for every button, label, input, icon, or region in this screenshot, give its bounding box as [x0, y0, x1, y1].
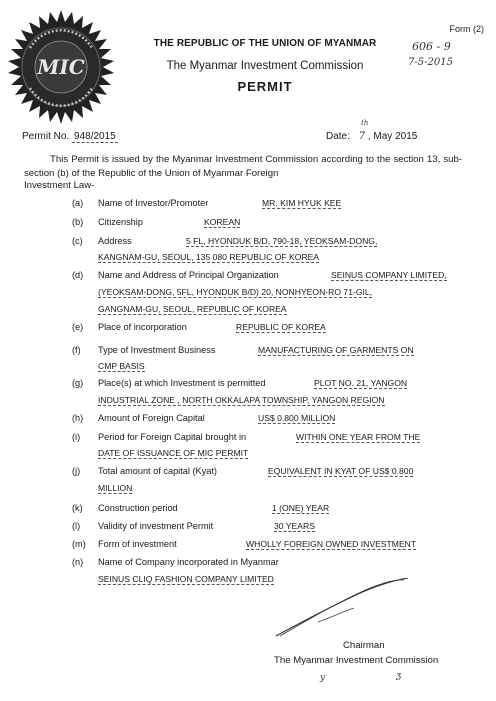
item-i-letter: (i)	[72, 432, 81, 442]
page-title: PERMIT	[237, 79, 293, 94]
item-i-value-cont: DATE OF ISSUANCE OF MIC PERMIT	[98, 448, 249, 458]
item-g-letter: (g)	[72, 378, 84, 388]
item-c-value: 5 FL, HYONDUK B/D, 790-18, YEOKSAM-DONG,	[186, 236, 378, 246]
item-n-label: Name of Company incorporated in Myanmar	[98, 557, 279, 567]
item-m-value: WHOLLY FOREIGN OWNED INVESTMENT	[246, 539, 417, 549]
item-h-letter: (h)	[72, 413, 84, 423]
item-m-label: Form of investment	[98, 539, 177, 549]
date-month-year: , May 2015	[367, 131, 418, 142]
date-day: 7	[358, 131, 366, 142]
item-d-value-cont: (YEOKSAM-DONG, 5FL, HYONDUK B/D) 20, NONHYEON-RO 71-GIL,	[98, 287, 373, 297]
item-f-value: MANUFACTURING OF GARMENTS ON	[258, 345, 414, 355]
form-label: Form (2)	[449, 24, 484, 34]
item-b-label: Citizenship	[98, 217, 143, 227]
item-j-label: Total amount of capital (Kyat)	[98, 466, 217, 476]
mic-seal	[2, 8, 120, 126]
item-c-label: Address	[98, 236, 132, 246]
permit-date	[326, 119, 418, 142]
permit-number-value: 948/2015	[74, 131, 116, 142]
item-d-value: SEINUS COMPANY LIMITED,	[331, 270, 447, 280]
item-e-label: Place of incorporation	[98, 322, 187, 332]
item-a-label: Name of Investor/Promoter	[98, 198, 209, 208]
item-j-letter: (j)	[72, 466, 81, 476]
item-i-value: WITHIN ONE YEAR FROM THE	[296, 432, 421, 442]
item-l-value: 30 YEARS	[274, 521, 315, 531]
item-a-letter: (a)	[72, 198, 84, 208]
item-k-label: Construction period	[98, 503, 178, 513]
item-g-value-cont: INDUSTRIAL ZONE , NORTH OKKALAPA TOWNSHIP, YANGON REGION	[98, 395, 385, 405]
item-c-value-cont: KANGNAM-GU, SEOUL, 135 080 REPUBLIC OF KOREA	[98, 252, 320, 262]
item-g-label: Place(s) at which Investment is permitted	[98, 378, 266, 388]
chairman-organization: The Myanmar Investment Commission	[274, 655, 439, 666]
item-m-letter: (m)	[72, 539, 86, 549]
item-f-letter: (f)	[72, 345, 81, 355]
permit-number	[22, 131, 118, 142]
item-d-value-cont2: GANGNAM-GU, SEOUL, REPUBLIC OF KOREA	[98, 304, 287, 314]
item-k-value: 1 (ONE) YEAR	[272, 503, 330, 513]
item-d-letter: (d)	[72, 270, 84, 280]
item-l-label: Validity of investment Permit	[98, 521, 214, 531]
item-k-letter: (k)	[72, 503, 83, 513]
item-d-label: Name and Address of Principal Organization	[98, 270, 279, 280]
item-l-letter: (l)	[72, 521, 81, 531]
item-e-value: REPUBLIC OF KOREA	[236, 322, 326, 332]
item-a-value: MR. KIM HYUK KEE	[262, 198, 342, 208]
header-commission: The Myanmar Investment Commission	[166, 60, 364, 72]
item-n-letter: (n)	[72, 557, 84, 567]
permit-number-label: Permit No.	[22, 131, 70, 142]
item-j-value: EQUIVALENT IN KYAT OF US$ 0.800	[268, 466, 414, 476]
initial-mark-2: ʒ	[396, 671, 402, 681]
initial-mark-1: y	[320, 673, 326, 683]
stamp-number: 606 - 9	[412, 40, 451, 53]
intro-paragraph: This Permit is issued by the Myanmar Investment Commission according to the section 13, sub-section (b) of the Republic of the Union of Myanmar Foreign	[24, 154, 462, 179]
chairman-title: Chairman	[343, 640, 385, 651]
item-e-letter: (e)	[72, 322, 84, 332]
seal-text: MIC	[37, 55, 85, 79]
item-c-letter: (c)	[72, 236, 83, 246]
chairman-signature	[258, 578, 418, 638]
item-n-value: SEINUS CLIQ FASHION COMPANY LIMITED	[98, 574, 274, 584]
item-f-value-cont: CMP BASIS	[98, 361, 145, 371]
item-h-value: US$ 0.800 MILLION	[258, 413, 336, 423]
stamp-date: 7-5-2015	[408, 57, 453, 68]
item-i-label: Period for Foreign Capital brought in	[98, 432, 247, 442]
date-day-suffix: th	[361, 119, 369, 127]
item-j-value-cont: MILLION	[98, 483, 133, 493]
header-republic: THE REPUBLIC OF THE UNION OF MYANMAR	[153, 38, 377, 49]
date-label: Date:	[326, 131, 350, 142]
intro-paragraph-end: Investment Law-	[24, 180, 95, 191]
item-b-letter: (b)	[72, 217, 84, 227]
item-b-value: KOREAN	[204, 217, 241, 227]
item-g-value: PLOT NO. 21, YANGON	[314, 378, 408, 388]
item-h-label: Amount of Foreign Capital	[98, 413, 205, 423]
item-f-label: Type of Investment Business	[98, 345, 216, 355]
